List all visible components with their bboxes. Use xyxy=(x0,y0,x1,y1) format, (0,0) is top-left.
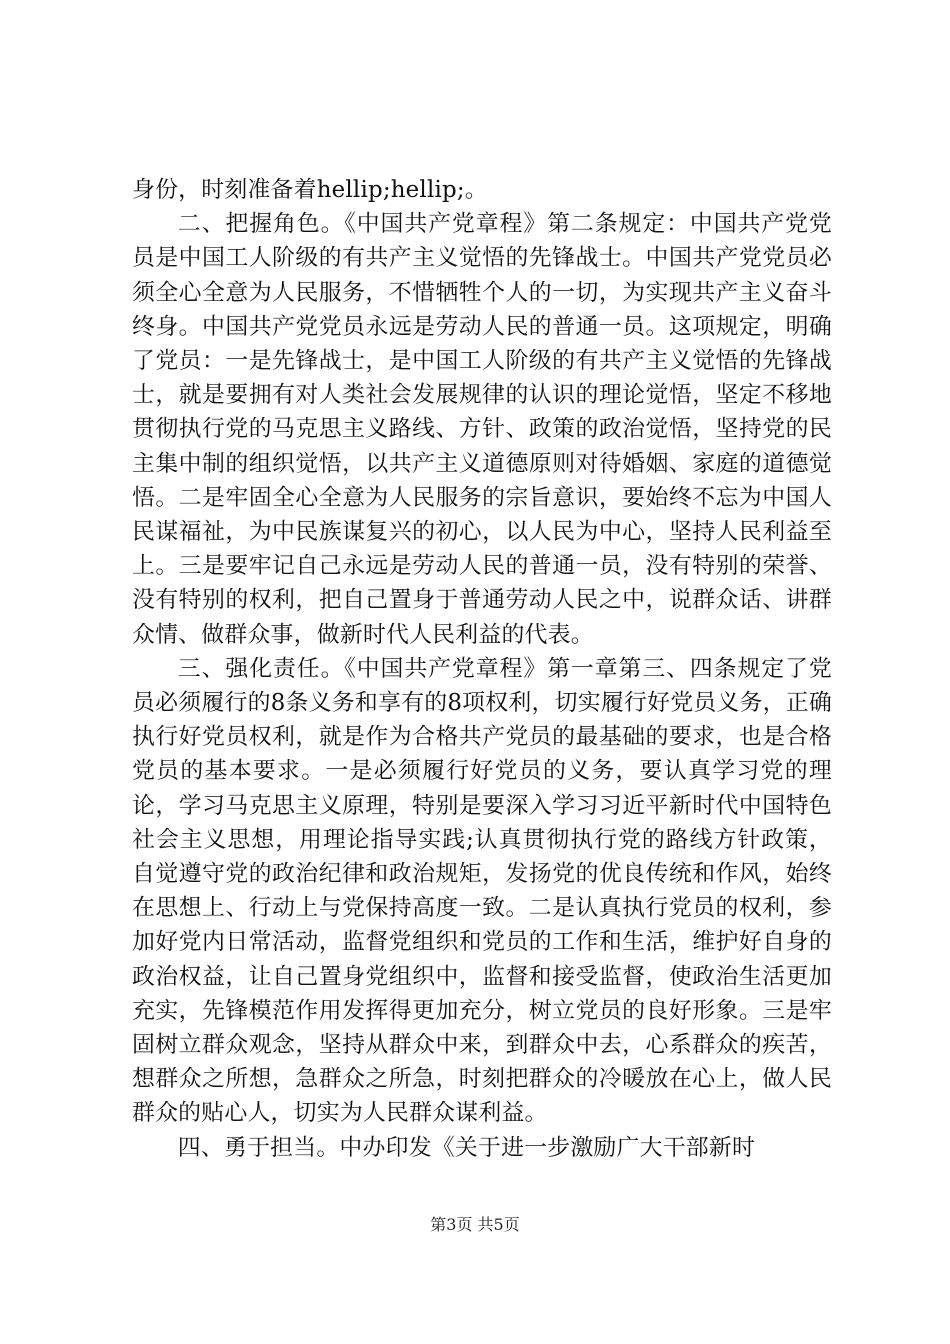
paragraph-continuation: 身份，时刻准备着hellip;hellip;。 xyxy=(132,177,488,203)
paragraph-grasp-role: 二、把握角色。《中国共产党章程》第二条规定：中国共产党党员是中国工人阶级的有共产主义觉悟的先锋战士。中国共产党党员必须全心全意为人民服务，不惜牺牲个人的一切，为实现共产主义奋斗终身。中国共产党党员永远是劳动人民的普通一员。这项规定，明确了党员：一是先锋战士，是中国工人阶级的有共产主义觉悟的先锋战士，就是要拥有对人类社会发展规律的认识的理论觉悟，坚定不移地贯彻执行党的马克思主义路线、方针、政策的政治觉悟，坚持党的民主集中制的组织觉悟，以共产主义道德原则对待婚姻、家庭的道德觉悟。二是牢固全心全意为人民服务的宗旨意识，要始终不忘为中国人民谋福祉，为中民族谋复兴的初心，以人民为中心，坚持人民利益至上。三是要牢记自己永远是劳动人民的普通一员，没有特别的荣誉、没有特别的权利，把自己置身于普通劳动人民之中，说群众话、讲群众情、做群众事，做新时代人民利益的代表。 xyxy=(132,211,832,648)
document-body xyxy=(132,173,832,1165)
paragraph-take-responsibility: 四、勇于担当。中办印发《关于进一步激励广大干部新时 xyxy=(177,1134,756,1161)
paragraph-strengthen-responsibility: 三、强化责任。《中国共产党章程》第一章第三、四条规定了党员必须履行的8条义务和享有的8项权利，切实履行好党员义务，正确执行好党员权利，就是作为合格共产党员的最基础的要求，也是合格党员的基本要求。一是必须履行好党员的义务，要认真学习党的理论，学习马克思主义原理，特别是要深入学习习近平新时代中国特色社会主义思想，用理论指导实践;认真贯彻执行党的路线方针政策，自觉遵守党的政治纪律和政治规矩，发扬党的优良传统和作风，始终在思想上、行动上与党保持高度一致。二是认真执行党员的权利，参加好党内日常活动，监督党组织和党员的工作和生活，维护好自身的政治权益，让自己置身党组织中，监督和接受监督，使政治生活更加充实，先锋模范作用发挥得更加充分，树立党员的良好形象。三是牢固树立群众观念，坚持从群众中来，到群众中去，心系群众的疾苦，想群众之所想，急群众之所急，时刻把群众的冷暖放在心上，做人民群众的贴心人，切实为人民群众谋利益。 xyxy=(132,655,832,1127)
page-footer xyxy=(0,1215,950,1235)
page-number: 第3页 共5页 xyxy=(430,1215,520,1234)
